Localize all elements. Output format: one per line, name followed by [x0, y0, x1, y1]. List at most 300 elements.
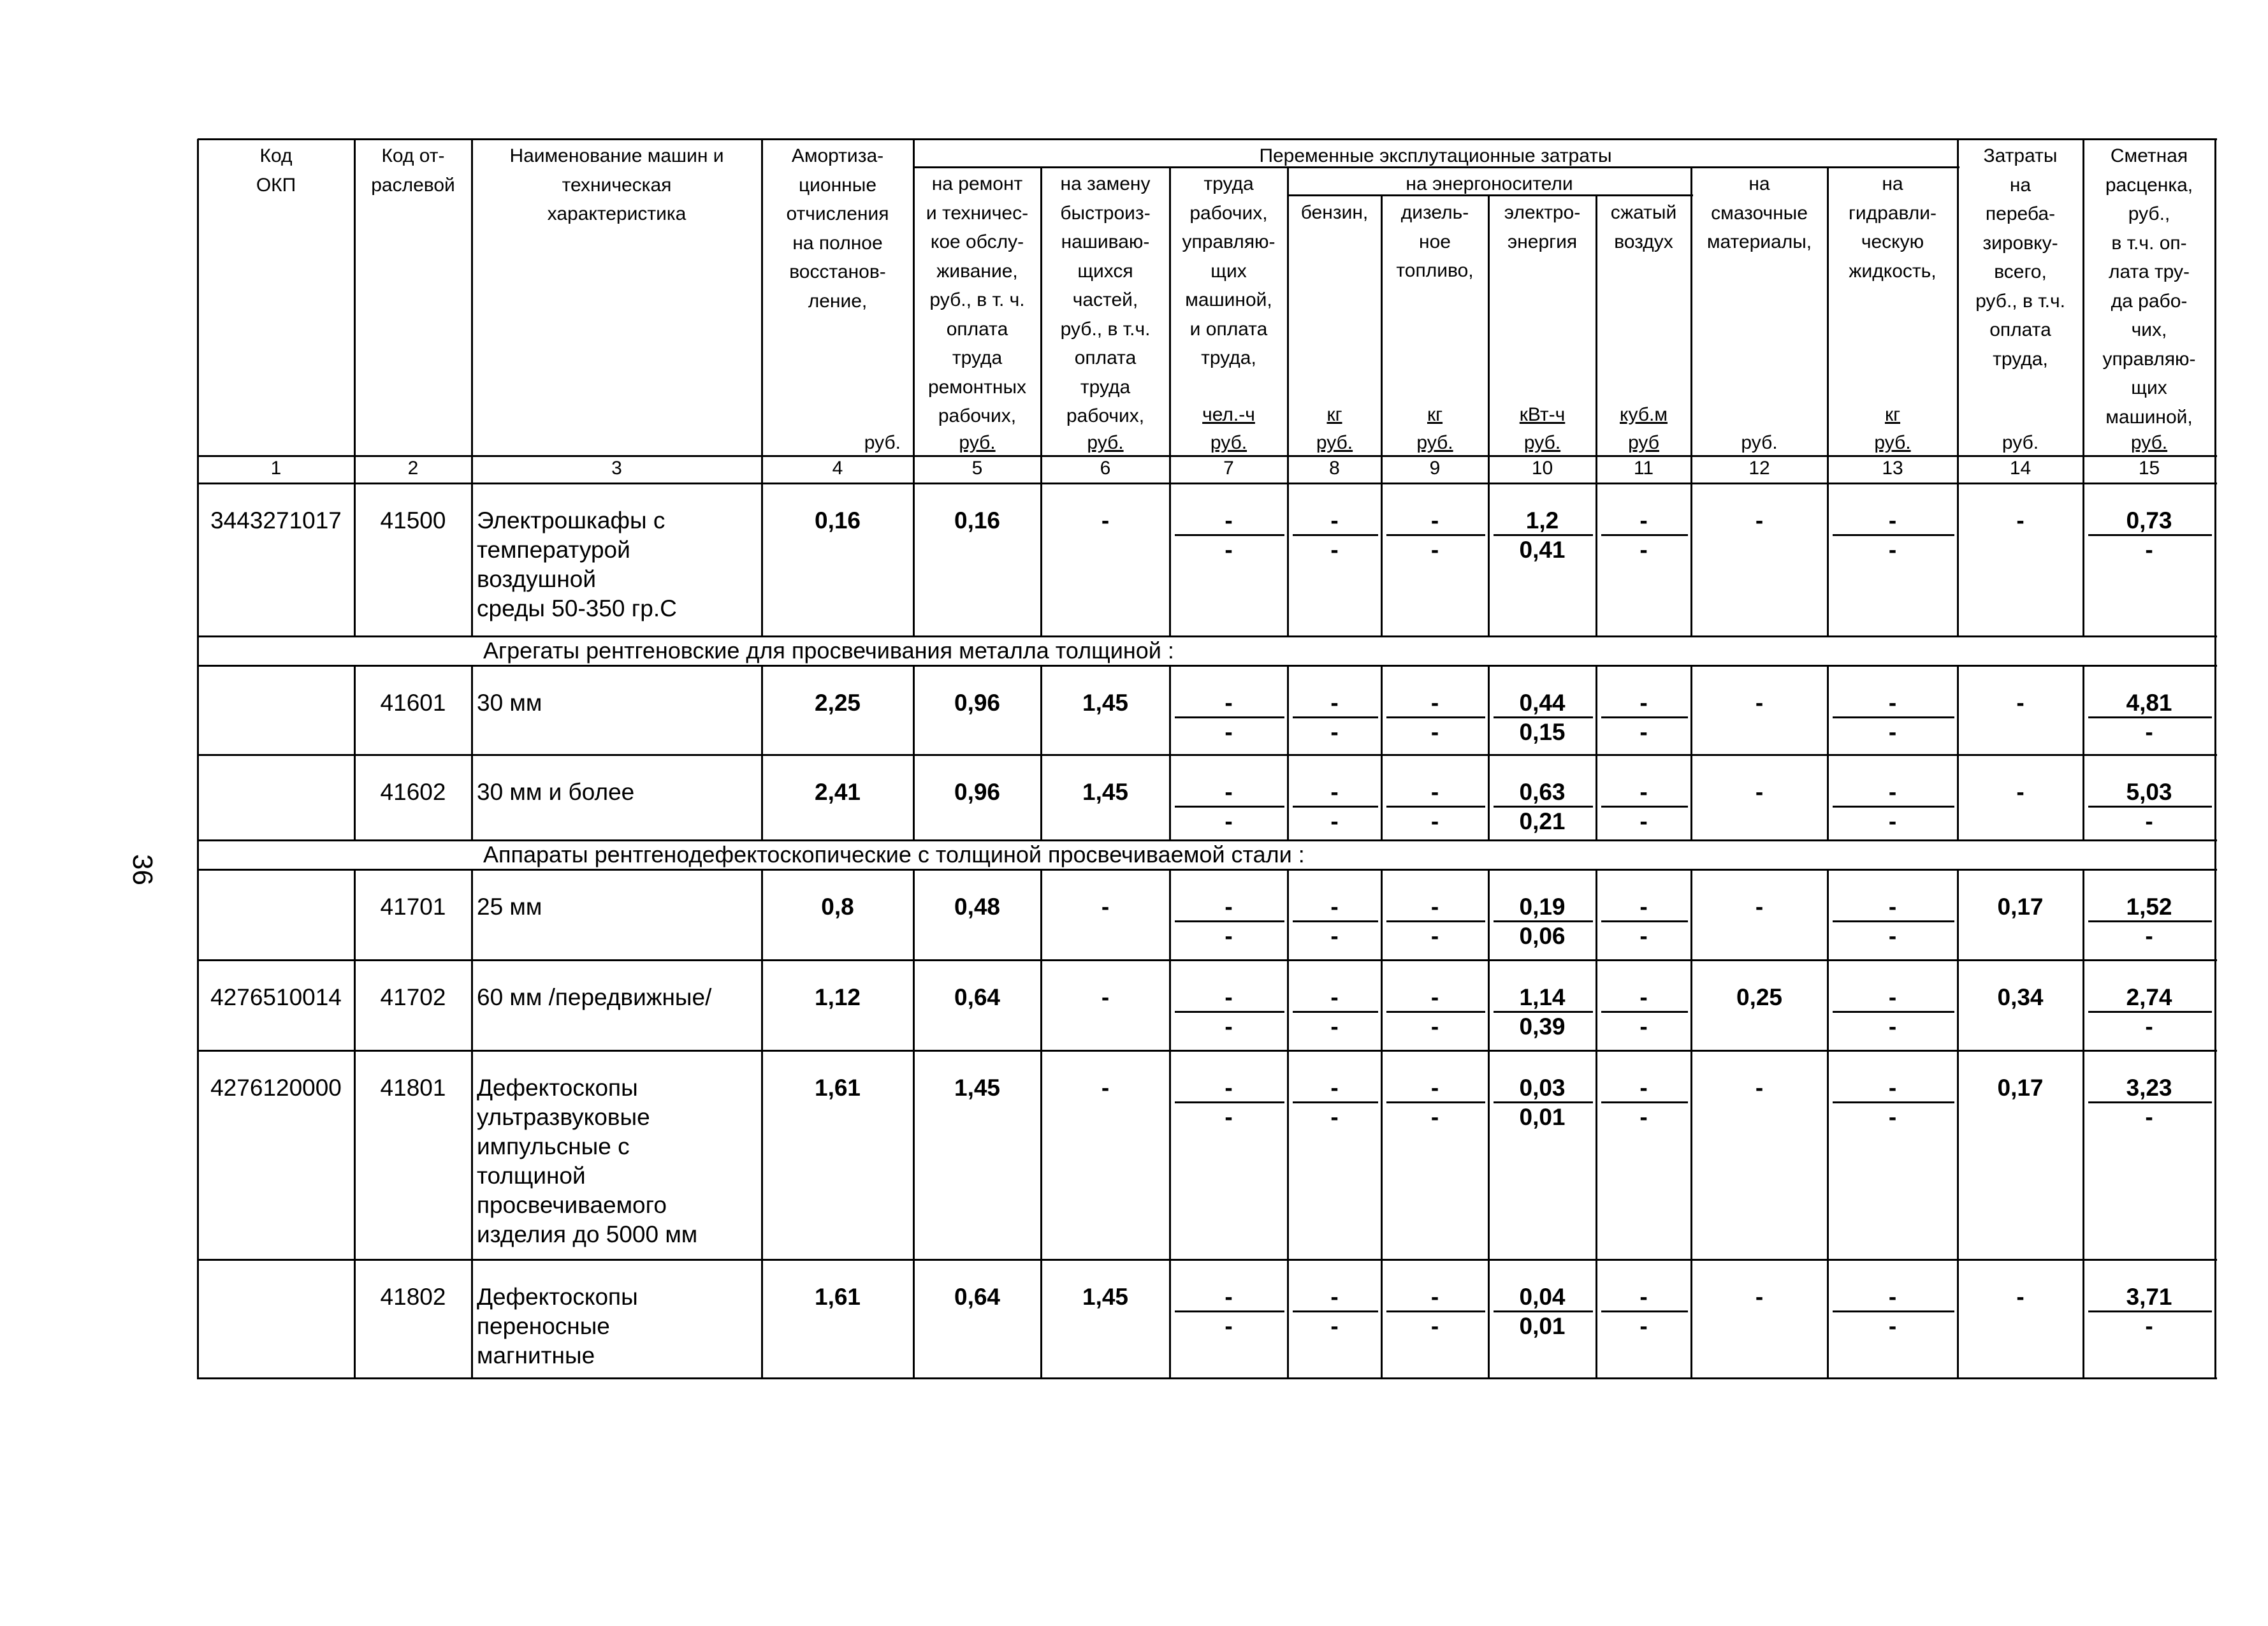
cell-divider	[1488, 1050, 1490, 1261]
cell-divider	[1287, 1050, 1289, 1261]
column-number: 12	[1748, 458, 1770, 479]
hydraulic-value-2: -	[1888, 923, 1897, 949]
column-number: 4	[832, 458, 843, 479]
amortization-value: 1,12	[814, 984, 861, 1010]
unit-label: руб.	[1523, 432, 1561, 453]
column-number-divider	[1040, 456, 1042, 484]
cell-divider	[1287, 960, 1289, 1052]
amortization-value: 1,61	[814, 1075, 861, 1101]
cell-divider	[1957, 960, 1959, 1052]
lubricants-value: -	[1755, 894, 1764, 920]
hydraulic-value: -	[1888, 507, 1897, 534]
gasoline-value-2: -	[1330, 1013, 1339, 1040]
labor-value-2: -	[1225, 923, 1233, 949]
column-number-divider	[1169, 456, 1171, 484]
section-heading: Агрегаты рентгеновские для просвечивания металла толщиной :	[483, 637, 1174, 664]
estimated-rate-value-2: -	[2145, 923, 2153, 949]
cell-divider	[1827, 1050, 1829, 1261]
diesel-value-2: -	[1430, 537, 1439, 563]
cell-divider	[471, 1259, 473, 1379]
cell-divider	[913, 960, 915, 1052]
machine-name: Дефектоскопы переносные магнитные	[477, 1284, 638, 1368]
cell-divider	[761, 1259, 763, 1379]
cell-divider	[913, 483, 915, 637]
cell-divider	[1040, 755, 1042, 841]
electricity-value: 0,44	[1519, 690, 1566, 716]
gasoline-value-2: -	[1330, 808, 1339, 834]
repair-value: 1,45	[954, 1075, 1001, 1101]
header-rebasing-costs: Затраты на переба- зировку- всего, руб., в т.ч. оплата труда,	[1975, 145, 2065, 370]
repair-value: 0,16	[954, 507, 1001, 534]
amortization-value: 1,61	[814, 1284, 861, 1310]
machine-name: 30 мм и более	[477, 779, 635, 805]
compressed-air-value-2: -	[1639, 1313, 1648, 1339]
gasoline-value: -	[1330, 507, 1339, 534]
column-number: 8	[1329, 458, 1340, 479]
cell-divider	[1287, 665, 1289, 756]
header-column-rule	[1827, 167, 1829, 457]
cell-divider	[354, 960, 356, 1052]
column-number: 1	[270, 458, 282, 479]
header-electricity: электро- энергия	[1504, 202, 1581, 252]
machine-name: 60 мм /передвижные/	[477, 984, 712, 1010]
cell-divider	[2083, 1259, 2084, 1379]
electricity-value: 0,19	[1519, 894, 1566, 920]
header-repair: на ремонт и техничес- кое обслу- живание, руб., в т. ч. оплата труда ремонтных рабочих,	[926, 173, 1029, 426]
cell-divider	[354, 665, 356, 756]
hydraulic-value: -	[1888, 1284, 1897, 1310]
diesel-value: -	[1430, 1075, 1439, 1101]
rebasing-value: -	[2016, 779, 2024, 805]
estimated-rate-value: 0,73	[2126, 507, 2172, 534]
column-number-divider	[1488, 456, 1490, 484]
gasoline-value-2: -	[1330, 1104, 1339, 1130]
parts-value: -	[1101, 894, 1110, 920]
column-numbers-rule	[198, 483, 2217, 484]
section-heading: Аппараты рентгенодефектоскопические с толщиной просвечиваемой стали :	[483, 841, 1305, 867]
hydraulic-value-2: -	[1888, 1313, 1897, 1339]
cell-divider	[1040, 665, 1042, 756]
cell-divider	[1827, 755, 1829, 841]
lubricants-value: -	[1755, 779, 1764, 805]
column-number: 2	[407, 458, 419, 479]
compressed-air-value: -	[1639, 779, 1648, 805]
header-column-rule	[1957, 139, 1959, 457]
cell-divider	[1040, 1259, 1042, 1379]
column-number: 6	[1100, 458, 1111, 479]
hydraulic-value-2: -	[1888, 1104, 1897, 1130]
unit-label: руб.	[864, 432, 901, 453]
estimated-rate-value-2: -	[2145, 1104, 2153, 1130]
unit-label: куб.м	[1620, 404, 1668, 425]
repair-value: 0,48	[954, 894, 1001, 920]
lubricants-value: -	[1755, 690, 1764, 716]
header-column-rule	[1169, 167, 1171, 457]
unit-label: руб	[1628, 432, 1659, 453]
cell-divider	[913, 869, 915, 961]
cell-divider	[1957, 755, 1959, 841]
column-number-divider	[1381, 456, 1383, 484]
compressed-air-value: -	[1639, 984, 1648, 1010]
row-rule	[198, 1259, 2217, 1261]
hydraulic-value-2: -	[1888, 808, 1897, 834]
column-number: 11	[1633, 458, 1654, 479]
estimated-rate-value-2: -	[2145, 1013, 2153, 1040]
cell-divider	[2083, 1050, 2084, 1261]
cell-divider	[1169, 960, 1171, 1052]
unit-label: руб.	[1087, 432, 1124, 453]
cell-divider	[1169, 665, 1171, 756]
unit-label: руб.	[1316, 432, 1353, 453]
unit-label: руб.	[1874, 432, 1911, 453]
branch-code: 41701	[380, 894, 446, 920]
gasoline-value: -	[1330, 984, 1339, 1010]
cell-divider	[1287, 483, 1289, 637]
cell-divider	[354, 483, 356, 637]
cell-divider	[1488, 755, 1490, 841]
column-number: 15	[2138, 458, 2160, 479]
cell-divider	[1169, 1259, 1171, 1379]
gasoline-value-2: -	[1330, 719, 1339, 745]
table-top-border	[198, 138, 2217, 140]
rebasing-value: -	[2016, 1284, 2024, 1310]
cell-divider	[1690, 960, 1692, 1052]
compressed-air-value: -	[1639, 1075, 1648, 1101]
compressed-air-value-2: -	[1639, 923, 1648, 949]
column-number-divider	[1690, 456, 1692, 484]
table-right-border	[2214, 139, 2216, 1379]
header-column-rule	[1287, 167, 1289, 457]
labor-value: -	[1225, 1075, 1233, 1101]
column-number: 3	[611, 458, 622, 479]
rebasing-value: -	[2016, 507, 2024, 534]
cell-divider	[1040, 960, 1042, 1052]
diesel-value: -	[1430, 690, 1439, 716]
cell-divider	[1169, 1050, 1171, 1261]
labor-value: -	[1225, 507, 1233, 534]
column-number: 5	[971, 458, 983, 479]
cell-divider	[2083, 869, 2084, 961]
header-column-rule	[1381, 195, 1383, 457]
cell-divider	[1690, 665, 1692, 756]
amortization-value: 0,16	[814, 507, 861, 534]
cell-divider	[913, 665, 915, 756]
cell-divider	[761, 755, 763, 841]
electricity-value-2: 0,41	[1519, 537, 1566, 563]
header-column-rule	[1690, 167, 1692, 457]
cell-divider	[354, 755, 356, 841]
electricity-value-2: 0,01	[1519, 1104, 1566, 1130]
header-column-rule	[354, 139, 356, 457]
cell-divider	[1957, 1259, 1959, 1379]
compressed-air-value: -	[1639, 507, 1648, 534]
diesel-value: -	[1430, 1284, 1439, 1310]
header-branch-code: Код от- раслевой	[371, 145, 455, 196]
gasoline-value: -	[1330, 1075, 1339, 1101]
diesel-value: -	[1430, 779, 1439, 805]
machine-name: 25 мм	[477, 894, 542, 920]
gasoline-value: -	[1330, 894, 1339, 920]
gasoline-value: -	[1330, 690, 1339, 716]
branch-code: 41601	[380, 690, 446, 716]
unit-label: кВт-ч	[1519, 404, 1566, 425]
unit-label: руб.	[959, 432, 996, 453]
header-diesel: дизель- ное топливо,	[1396, 202, 1474, 281]
cell-divider	[1488, 483, 1490, 637]
cell-divider	[354, 1050, 356, 1261]
cell-divider	[2083, 960, 2084, 1052]
header-column-rule	[1596, 195, 1597, 457]
header-column-rule	[471, 139, 473, 457]
compressed-air-value-2: -	[1639, 537, 1648, 563]
header-variable-costs: Переменные эксплутационные затраты	[1259, 145, 1612, 166]
header-compressed-air: сжатый воздух	[1610, 202, 1677, 252]
rebasing-value: 0,17	[1997, 894, 2044, 920]
cell-divider	[1488, 1259, 1490, 1379]
compressed-air-value: -	[1639, 690, 1648, 716]
amortization-value: 2,41	[814, 779, 861, 805]
diesel-value-2: -	[1430, 1104, 1439, 1130]
electricity-value-2: 0,15	[1519, 719, 1566, 745]
header-column-rule	[913, 139, 915, 457]
cell-divider	[471, 665, 473, 756]
unit-label: руб.	[2002, 432, 2039, 453]
hydraulic-value: -	[1888, 1075, 1897, 1101]
column-number-divider	[1596, 456, 1597, 484]
labor-value-2: -	[1225, 1013, 1233, 1040]
compressed-air-value-2: -	[1639, 1104, 1648, 1130]
cell-divider	[1596, 960, 1597, 1052]
unit-label: чел.-ч	[1202, 404, 1255, 425]
unit-label: руб.	[2130, 432, 2168, 453]
diesel-value-2: -	[1430, 1013, 1439, 1040]
labor-value: -	[1225, 779, 1233, 805]
cell-divider	[2083, 665, 2084, 756]
column-number: 9	[1429, 458, 1441, 479]
parts-value: 1,45	[1082, 690, 1129, 716]
electricity-value: 1,2	[1525, 507, 1559, 534]
header-column-rule	[761, 139, 763, 457]
parts-value: 1,45	[1082, 779, 1129, 805]
cell-divider	[2083, 755, 2084, 841]
column-number-divider	[1827, 456, 1829, 484]
amortization-value: 2,25	[814, 690, 861, 716]
column-number: 13	[1882, 458, 1903, 479]
cell-divider	[2083, 483, 2084, 637]
compressed-air-value-2: -	[1639, 1013, 1648, 1040]
electricity-value-2: 0,01	[1519, 1313, 1566, 1339]
parts-value: -	[1101, 1075, 1110, 1101]
cell-divider	[1381, 665, 1383, 756]
diesel-value-2: -	[1430, 1313, 1439, 1339]
cell-divider	[761, 665, 763, 756]
gasoline-value: -	[1330, 779, 1339, 805]
diesel-value: -	[1430, 984, 1439, 1010]
okp-code: 3443271017	[210, 507, 342, 534]
electricity-value: 1,14	[1519, 984, 1566, 1010]
cell-divider	[1169, 755, 1171, 841]
header-energy-carriers: на энергоносители	[1406, 173, 1573, 194]
hydraulic-value-2: -	[1888, 1013, 1897, 1040]
okp-code: 4276120000	[210, 1075, 342, 1101]
header-bottom-rule	[198, 455, 2217, 457]
repair-value: 0,64	[954, 984, 1001, 1010]
hydraulic-value: -	[1888, 779, 1897, 805]
estimated-rate-value-2: -	[2145, 719, 2153, 745]
gasoline-value: -	[1330, 1284, 1339, 1310]
unit-label: кг	[1884, 404, 1901, 425]
row-rule	[198, 959, 2217, 961]
cell-divider	[1957, 1050, 1959, 1261]
lubricants-value: -	[1755, 1075, 1764, 1101]
branch-code: 41500	[380, 507, 446, 534]
cell-divider	[761, 483, 763, 637]
header-column-rule	[2083, 139, 2084, 457]
header-column-rule	[1488, 195, 1490, 457]
cell-divider	[1488, 960, 1490, 1052]
cell-divider	[471, 1050, 473, 1261]
amortization-value: 0,8	[821, 894, 854, 920]
lubricants-value: -	[1755, 1284, 1764, 1310]
electricity-value-2: 0,39	[1519, 1013, 1566, 1040]
machine-name: Дефектоскопы ультразвуковые импульсные с толщиной просвечиваемого изделия до 5000 мм	[477, 1075, 698, 1247]
compressed-air-value: -	[1639, 1284, 1648, 1310]
cell-divider	[1690, 483, 1692, 637]
header-lubricants: на смазочные материалы,	[1706, 173, 1812, 252]
cell-divider	[761, 869, 763, 961]
header-hydraulic-fluid: на гидравли- ческую жидкость,	[1848, 173, 1937, 282]
okp-code: 4276510014	[210, 984, 342, 1010]
electricity-value: 0,03	[1519, 1075, 1566, 1101]
column-number-divider	[354, 456, 356, 484]
estimated-rate-value-2: -	[2145, 1313, 2153, 1339]
cell-divider	[354, 869, 356, 961]
cell-divider	[1040, 483, 1042, 637]
cell-divider	[1690, 869, 1692, 961]
repair-value: 0,64	[954, 1284, 1001, 1310]
hydraulic-value-2: -	[1888, 719, 1897, 745]
column-number-divider	[761, 456, 763, 484]
header-column-rule	[1040, 167, 1042, 457]
cell-divider	[1381, 755, 1383, 841]
cell-divider	[471, 755, 473, 841]
page-number: 36	[127, 854, 158, 885]
cell-divider	[1957, 665, 1959, 756]
row-rule	[198, 754, 2217, 756]
column-number-divider	[1287, 456, 1289, 484]
cell-divider	[1287, 869, 1289, 961]
labor-value: -	[1225, 1284, 1233, 1310]
diesel-value: -	[1430, 894, 1439, 920]
gasoline-value-2: -	[1330, 923, 1339, 949]
labor-value-2: -	[1225, 1104, 1233, 1130]
cell-divider	[1381, 483, 1383, 637]
cell-divider	[1040, 1050, 1042, 1261]
header-parts-replacement: на замену быстроиз- нашиваю- щихся частей, руб., в т.ч. оплата труда рабочих,	[1060, 173, 1151, 426]
cell-divider	[1040, 869, 1042, 961]
column-number-divider	[913, 456, 915, 484]
labor-value: -	[1225, 894, 1233, 920]
hydraulic-value: -	[1888, 894, 1897, 920]
hydraulic-value: -	[1888, 690, 1897, 716]
cell-divider	[913, 1259, 915, 1379]
header-machine-name: Наименование машин и техническая характеристика	[509, 145, 724, 224]
lubricants-value: 0,25	[1736, 984, 1783, 1010]
cell-divider	[1827, 483, 1829, 637]
cell-divider	[471, 960, 473, 1052]
cell-divider	[1596, 755, 1597, 841]
machine-name: Электрошкафы с температурой воздушной среды 50-350 гр.С	[477, 507, 677, 621]
diesel-value: -	[1430, 507, 1439, 534]
estimated-rate-value: 1,52	[2126, 894, 2172, 920]
cell-divider	[1169, 483, 1171, 637]
cell-divider	[1690, 1050, 1692, 1261]
branch-code: 41602	[380, 779, 446, 805]
diesel-value-2: -	[1430, 808, 1439, 834]
header-gasoline: бензин,	[1300, 202, 1369, 223]
cell-divider	[1827, 1259, 1829, 1379]
estimated-rate-value: 3,71	[2126, 1284, 2172, 1310]
compressed-air-value-2: -	[1639, 719, 1648, 745]
rebasing-value: 0,34	[1997, 984, 2044, 1010]
cell-divider	[1690, 1259, 1692, 1379]
parts-value: -	[1101, 507, 1110, 534]
labor-value: -	[1225, 984, 1233, 1010]
rebasing-value: 0,17	[1997, 1075, 2044, 1101]
electricity-value: 0,63	[1519, 779, 1566, 805]
labor-value-2: -	[1225, 719, 1233, 745]
cell-divider	[1287, 755, 1289, 841]
estimated-rate-value-2: -	[2145, 808, 2153, 834]
cell-divider	[1381, 1259, 1383, 1379]
cell-divider	[1690, 755, 1692, 841]
row-rule	[198, 1377, 2217, 1379]
compressed-air-value-2: -	[1639, 808, 1648, 834]
cell-divider	[1381, 1050, 1383, 1261]
hydraulic-value-2: -	[1888, 537, 1897, 563]
cell-divider	[1381, 869, 1383, 961]
column-number-divider	[471, 456, 473, 484]
cell-divider	[761, 960, 763, 1052]
repair-value: 0,96	[954, 779, 1001, 805]
estimated-rate-value: 5,03	[2126, 779, 2172, 805]
unit-label: кг	[1427, 404, 1443, 425]
cell-divider	[471, 483, 473, 637]
column-number: 7	[1223, 458, 1234, 479]
cell-divider	[1957, 869, 1959, 961]
cell-divider	[1488, 869, 1490, 961]
estimated-rate-value: 3,23	[2126, 1075, 2172, 1101]
unit-label: руб.	[1210, 432, 1247, 453]
column-number-divider	[1957, 456, 1959, 484]
parts-value: 1,45	[1082, 1284, 1129, 1310]
compressed-air-value: -	[1639, 894, 1648, 920]
unit-label: руб.	[1741, 432, 1778, 453]
header-estimated-rate: Сметная расценка, руб., в т.ч. оп- лата тру- да рабо- чих, управляю- щих машиной,	[2102, 145, 2196, 428]
cell-divider	[761, 1050, 763, 1261]
table-left-border	[197, 139, 199, 1379]
cell-divider	[1827, 665, 1829, 756]
branch-code: 41802	[380, 1284, 446, 1310]
cell-divider	[1488, 665, 1490, 756]
electricity-value-2: 0,21	[1519, 808, 1566, 834]
cell-divider	[1287, 1259, 1289, 1379]
cell-divider	[1957, 483, 1959, 637]
electricity-value: 0,04	[1519, 1284, 1566, 1310]
labor-value: -	[1225, 690, 1233, 716]
header-operator-labor: труда рабочих, управляю- щих машиной, и оплата труда,	[1182, 173, 1276, 368]
repair-value: 0,96	[954, 690, 1001, 716]
